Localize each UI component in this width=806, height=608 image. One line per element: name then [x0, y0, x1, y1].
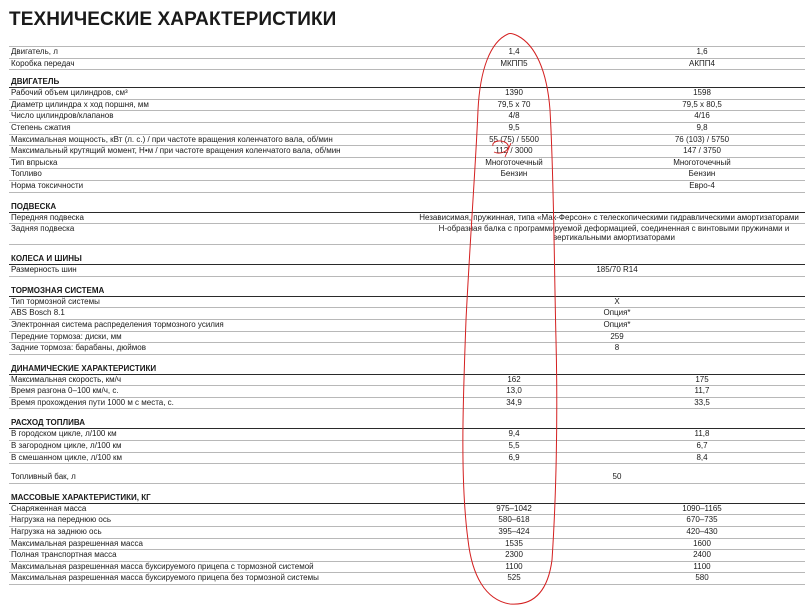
value-1-6: 4/16 [694, 111, 710, 121]
row-label: Топливо [11, 169, 42, 179]
table-row [9, 343, 805, 355]
value-1-4: 4/8 [508, 111, 520, 121]
row-label: Максимальная разрешенная масса [11, 538, 143, 548]
table-row [9, 429, 805, 441]
spec-table [9, 46, 805, 585]
section-heading-wheels: КОЛЕСА И ШИНЫ [9, 253, 805, 265]
value-1-6: 1100 [693, 561, 711, 571]
table-row [9, 265, 805, 277]
row-label: Передняя подвеска [11, 212, 84, 222]
table-row [9, 398, 805, 410]
value-1-4: МКПП5 [500, 58, 528, 68]
value-1-4: 5,5 [508, 441, 520, 451]
value-1-4: 162 [507, 374, 521, 384]
value-1-4: 79,5 х 70 [497, 99, 531, 109]
table-row [9, 308, 805, 320]
value-1-4: 13,0 [506, 386, 522, 396]
table-row [9, 550, 805, 562]
tyre-size-value: 185/70 R14 [596, 265, 638, 275]
table-row [9, 135, 805, 147]
row-label: Диаметр цилиндра х ход поршня, мм [11, 99, 149, 109]
table-row [9, 213, 805, 225]
row-label: В городском цикле, л/100 км [11, 429, 117, 439]
row-label: Число цилиндров/клапанов [11, 111, 114, 121]
value-1-4: 55 (75) / 5500 [489, 134, 539, 144]
table-row [9, 504, 805, 516]
rear-suspension-value: Н-образная балка с программируемой деформацией, соединенная с винтовыми пружинами и вертикальными амортизаторами [438, 224, 790, 243]
section-heading-suspension: ПОДВЕСКА [9, 201, 805, 213]
brake-value: 8 [614, 343, 620, 353]
value-1-4: 1390 [505, 88, 523, 98]
value-1-6: 580 [695, 573, 709, 583]
section-heading-engine: ДВИГАТЕЛЬ [9, 76, 805, 88]
value-1-4: Многоточечный [485, 157, 543, 167]
value-1-6: АКПП4 [689, 58, 715, 68]
row-label: Тип тормозной системы [11, 296, 100, 306]
table-row [9, 515, 805, 527]
value-1-6: Евро-4 [689, 180, 715, 190]
value-1-6: 1598 [693, 88, 711, 98]
table-row [9, 59, 805, 71]
table-row [9, 441, 805, 453]
value-1-6: 147 / 3750 [683, 146, 721, 156]
table-row [9, 375, 805, 387]
table-row [9, 181, 805, 193]
section-heading-dynamics: ДИНАМИЧЕСКИЕ ХАРАКТЕРИСТИКИ [9, 363, 805, 375]
table-row [9, 527, 805, 539]
tank-value: 50 [612, 472, 622, 482]
value-1-4: 1100 [505, 561, 523, 571]
row-label: Электронная система распределения тормозного усилия [11, 319, 224, 329]
table-row [9, 332, 805, 344]
table-row [9, 472, 805, 484]
brake-value: 259 [610, 331, 624, 341]
value-1-4: 9,5 [508, 122, 520, 132]
page-title: ТЕХНИЧЕСКИЕ ХАРАКТЕРИСТИКИ [9, 9, 337, 30]
row-label: Коробка передач [11, 58, 75, 68]
table-row [9, 562, 805, 574]
value-1-6: 175 [695, 374, 709, 384]
brake-value: X [614, 296, 620, 306]
value-1-4: 525 [507, 573, 521, 583]
row-label: Степень сжатия [11, 122, 71, 132]
value-1-4: 6,9 [508, 452, 520, 462]
value-1-6: 1090–1165 [682, 503, 722, 513]
value-1-4: 34,9 [506, 397, 522, 407]
value-1-4: 395–424 [498, 527, 530, 537]
value-1-6: 33,5 [694, 397, 710, 407]
row-label: Снаряженная масса [11, 503, 87, 513]
value-1-4: 975–1042 [496, 503, 532, 513]
value-1-6: 79,5 х 80,5 [682, 99, 722, 109]
table-row [9, 224, 805, 245]
row-label: Полная транспортная масса [11, 550, 117, 560]
value-1-6: 670–735 [686, 515, 718, 525]
row-label: Передние тормоза: диски, мм [11, 331, 122, 341]
table-row [9, 320, 805, 332]
value-1-6: 11,7 [694, 386, 710, 396]
value-1-6: 2400 [693, 550, 711, 560]
brake-value: Опция* [603, 308, 631, 318]
section-heading-mass: МАССОВЫЕ ХАРАКТЕРИСТИКИ, КГ [9, 492, 805, 504]
row-label: Нагрузка на заднюю ось [11, 527, 102, 537]
table-row [9, 539, 805, 551]
table-row [9, 88, 805, 100]
value-1-4: 1535 [505, 538, 523, 548]
value-1-6: 6,7 [696, 441, 708, 451]
table-row [9, 573, 805, 585]
row-label: Максимальная разрешенная масса буксируемого прицепа с тормозной системой [11, 561, 314, 571]
value-1-4: 9,4 [508, 429, 520, 439]
table-row [9, 111, 805, 123]
value-1-4: 112 / 3000 [495, 146, 533, 156]
section-heading-brakes: ТОРМОЗНАЯ СИСТЕМА [9, 285, 805, 297]
value-1-6: 76 (103) / 5750 [674, 134, 730, 144]
row-label: Норма токсичности [11, 180, 84, 190]
row-label: ABS Bosch 8.1 [11, 308, 65, 318]
value-1-6: 8,4 [696, 452, 708, 462]
value-1-4: 1,4 [508, 47, 520, 56]
value-1-6: Бензин [688, 169, 716, 179]
table-row [9, 297, 805, 309]
row-label: Максимальная скорость, км/ч [11, 374, 122, 384]
table-row [9, 386, 805, 398]
row-label: Максимальный крутящий момент, Н•м / при частоте вращения коленчатого вала, об/мин [11, 146, 341, 156]
row-label: Размерность шин [11, 265, 77, 275]
value-1-6: Многоточечный [673, 157, 731, 167]
row-label: Топливный бак, л [11, 472, 76, 482]
row-label: Задние тормоза: барабаны, дюймов [11, 343, 146, 353]
row-label: Время разгона 0–100 км/ч, с. [11, 386, 119, 396]
value-1-4: 2300 [505, 550, 523, 560]
value-1-4: 580–618 [498, 515, 530, 525]
value-1-6: 11,8 [694, 429, 710, 439]
row-label: Максимальная разрешенная масса буксируемого прицепа без тормозной системы [11, 573, 319, 583]
section-heading-fuel: РАСХОД ТОПЛИВА [9, 417, 805, 429]
row-label: В загородном цикле, л/100 км [11, 441, 122, 451]
row-label: Время прохождения пути 1000 м с места, с. [11, 397, 174, 407]
table-row [9, 123, 805, 135]
row-label: Максимальная мощность, кВт (л. с.) / при частоте вращения коленчатого вала, об/мин [11, 134, 333, 144]
row-label: В смешанном цикле, л/100 км [11, 452, 123, 462]
table-row [9, 146, 805, 158]
table-row [9, 46, 805, 59]
value-1-6: 9,8 [696, 122, 708, 132]
value-1-6: 420–430 [686, 527, 718, 537]
brake-value: Опция* [603, 319, 631, 329]
row-label: Нагрузка на переднюю ось [11, 515, 112, 525]
value-1-6: 1600 [693, 538, 711, 548]
row-label: Двигатель, л [11, 47, 58, 56]
value-1-4: Бензин [500, 169, 528, 179]
table-row [9, 169, 805, 181]
front-suspension-value: Независимая, пружинная, типа «Мак-Ферсон» с телескопическими гидравлическими амортизаторами [419, 212, 799, 222]
row-label: Задняя подвеска [11, 224, 75, 234]
table-row [9, 100, 805, 112]
row-label: Тип впрыска [11, 157, 58, 167]
table-row [9, 453, 805, 465]
table-row [9, 158, 805, 170]
value-1-6: 1,6 [696, 47, 708, 56]
row-label: Рабочий объем цилиндров, см³ [11, 88, 128, 98]
